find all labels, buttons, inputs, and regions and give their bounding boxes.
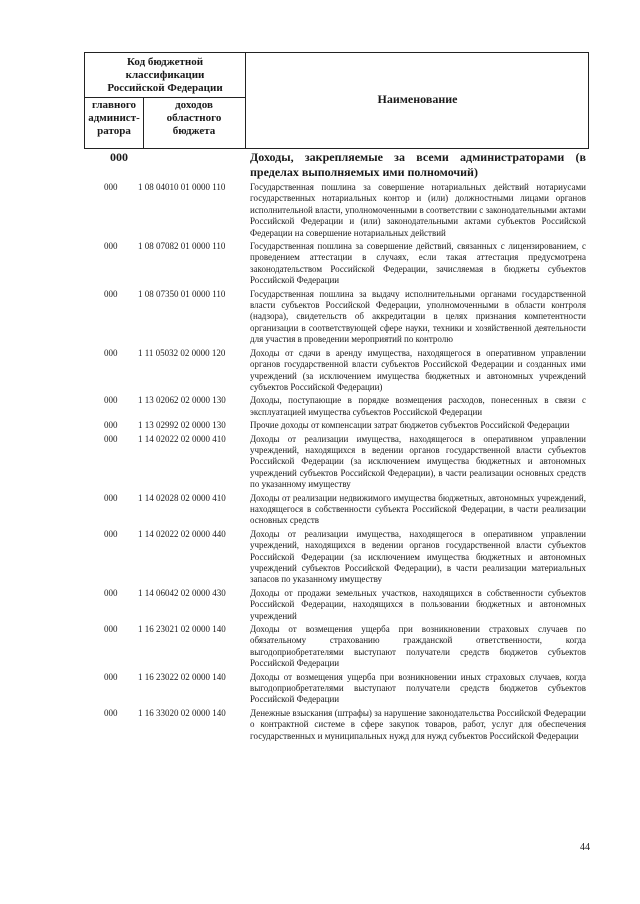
header-admin-line: главного: [91, 99, 137, 111]
table-header: [84, 52, 589, 149]
row-budget-code: 1 14 02022 02 0000 410: [138, 433, 226, 444]
row-admin-code: 000: [104, 395, 118, 406]
row-budget-code: 1 08 07082 01 0000 110: [138, 241, 226, 252]
row-admin-code: 000: [104, 182, 118, 192]
row-name: Государственная пошлина за совершение действий, связанных с лицензированием, с проведением аттестации в случаях, если такая аттестация предусмотрена законодательством Российской Федерации, зачисляемая в бюджеты субъектов Российской Федерации: [250, 241, 586, 286]
row-name: Доходы от реализации имущества, находящегося в оперативном управлении учреждений, находящихся в ведении органов государственной власти субъектов Российской Федерации (за исключением имущества бюджетных и автономных учреждений субъектов Российской Федерации), в части реализации материальных запасов по указанному имуществу: [250, 528, 586, 585]
row-budget-code: 1 14 02028 02 0000 410: [138, 492, 226, 503]
row-admin-code: 000: [104, 624, 118, 635]
row-admin-code: 000: [104, 420, 118, 431]
row-name: Государственная пошлина за выдачу исполнительными органами государственной власти субъектов Российской Федерации, уполномоченными в области контроля (надзора), свидетельств об аккредитации в целях признания компетентности организации в соответствующей сфере науки, техники и хозяйственной деятельности для участия в проведении мероприятий по контролю: [250, 288, 586, 345]
row-name: Доходы от реализации недвижимого имущества бюджетных, автономных учреждений, находящегося в собственности субъекта Российской Федерации, в части реализации основных средств: [250, 492, 586, 526]
row-budget-code: 1 14 02022 02 0000 440: [138, 528, 226, 539]
header-income: [143, 99, 245, 138]
row-name: Доходы от реализации имущества, находящегося в оперативном управлении учреждений, находящихся в ведении органов государственной власти субъектов Российской Федерации (за исключением имущества бюджетных и автономных учреждений субъектов Российской Федерации), в части реализации основных средств по указанному имуществу: [250, 433, 586, 490]
row-budget-code: 1 11 05032 02 0000 120: [138, 347, 226, 358]
header-admin-line: админист-: [88, 112, 140, 124]
row-budget-code: 1 08 07350 01 0000 110: [138, 288, 226, 299]
table-row: [86, 241, 586, 287]
table-row: [86, 395, 586, 418]
row-name: Денежные взыскания (штрафы) за нарушение законодательства Российской Федерации о контрактной системе в сфере закупок товаров, работ, услуг для обеспечения государственных и муниципальных нужд для нужд субъектов Российской Федерации: [250, 707, 586, 741]
income-rows: [86, 182, 586, 744]
row-budget-code: 1 13 02062 02 0000 130: [138, 395, 226, 406]
row-admin-code: 000: [104, 288, 118, 299]
table-row: [86, 588, 586, 622]
row-budget-code: 1 16 23021 02 0000 140: [138, 624, 226, 635]
row-admin-code: 000: [104, 241, 118, 252]
table-row: [86, 672, 586, 706]
table-row: [86, 708, 586, 742]
row-budget-code: 1 16 23022 02 0000 140: [138, 671, 226, 682]
group-title: Доходы, закрепляемые за всеми администраторами (в пределах выполняемых ими полномочий): [250, 150, 586, 179]
header-income-line: областного: [166, 112, 222, 124]
table-row: [86, 624, 586, 670]
row-name: Доходы от возмещения ущерба при возникновении иных страховых случаев, когда выгодоприобретателями выступают получатели средств бюджетов субъектов Российской Федерации: [250, 671, 586, 705]
row-admin-code: 000: [104, 492, 118, 503]
page-number: 44: [580, 842, 590, 853]
row-admin-code: 000: [104, 707, 118, 718]
header-income-line: бюджета: [172, 125, 216, 137]
table-row: [86, 529, 586, 586]
header-admin: [85, 99, 143, 138]
row-admin-code: 000: [104, 528, 118, 539]
header-budget-code-line: классификации: [125, 69, 205, 81]
table-row: [86, 289, 586, 346]
row-admin-code: 000: [104, 433, 118, 444]
row-budget-code: 1 08 04010 01 0000 110: [138, 182, 226, 192]
header-divider: [85, 97, 245, 98]
table-row: [86, 420, 586, 431]
row-budget-code: 1 16 33020 02 0000 140: [138, 707, 226, 718]
row-budget-code: 1 14 06042 02 0000 430: [138, 587, 226, 598]
row-name: Доходы от сдачи в аренду имущества, находящегося в оперативном управлении органов государственной власти субъектов Российской Федерации и созданных ими учреждений (за исключением имущества бюджетных и автономных учреждений субъектов Российской Федерации): [250, 347, 586, 392]
table-row: [86, 348, 586, 394]
row-admin-code: 000: [104, 671, 118, 682]
row-name: Доходы от возмещения ущерба при возникновении страховых случаев по обязательному страхованию гражданской ответственности, когда выгодоприобретателями выступают получатели средств бюджетов субъектов Российской Федерации: [250, 624, 586, 669]
table-row: [86, 182, 586, 239]
row-admin-code: 000: [104, 587, 118, 598]
row-name: Прочие доходы от компенсации затрат бюджетов субъектов Российской Федерации: [250, 420, 570, 431]
row-name: Доходы от продажи земельных участков, находящихся в собственности субъектов Российской Федерации, находящихся в пользовании бюджетных и автономных учреждений: [250, 587, 586, 621]
row-budget-code: 1 13 02992 02 0000 130: [138, 420, 226, 431]
header-income-line: доходов: [175, 99, 213, 111]
row-admin-code: 000: [104, 347, 118, 358]
header-admin-line: ратора: [97, 125, 131, 137]
header-name: Наименование: [377, 92, 458, 106]
table-row: [86, 493, 586, 527]
header-budget-code-line: Российской Федерации: [107, 82, 223, 94]
row-name: Государственная пошлина за совершение нотариальных действий нотариусами государственных нотариальных контор и (или) должностными лицами органов исполнительной власти, уполномоченными в соответствии с законодательными актами Российской Федерации и (или) законодательными актами субъектов Российской Федерации на совершение нотариальных действий: [250, 182, 586, 238]
header-budget-code-line: Код бюджетной: [126, 56, 204, 68]
row-name: Доходы, поступающие в порядке возмещения расходов, понесенных в связи с эксплуатацией имущества субъектов Российской Федерации: [250, 395, 586, 417]
table-row: [86, 434, 586, 491]
group-code: 000: [110, 150, 128, 164]
header-budget-code: [85, 56, 245, 95]
